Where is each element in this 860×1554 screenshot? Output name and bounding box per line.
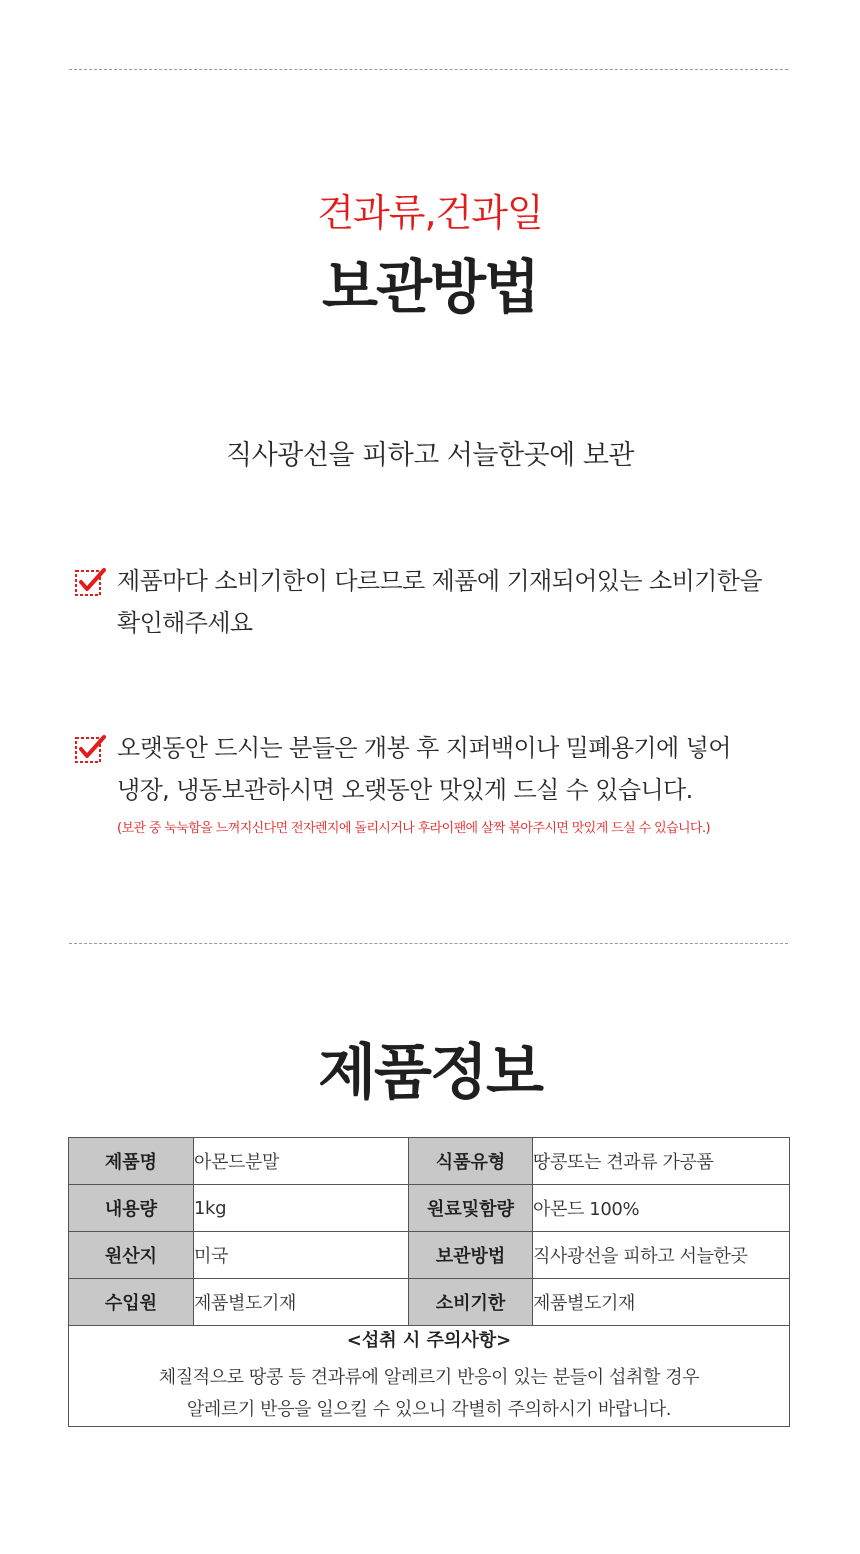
storage-subtitle: 견과류,건과일 xyxy=(317,191,543,235)
product-info-title: 제품정보 xyxy=(318,1038,542,1108)
label-storage: 보관방법 xyxy=(409,1232,533,1279)
value-storage: 직사광선을 피하고 서늘한곳 xyxy=(533,1232,790,1279)
storage-item-2-line-2: 냉장, 냉동보관하시면 오랫동안 맛있게 드실 수 있습니다. xyxy=(117,776,693,804)
product-info-table xyxy=(68,1137,790,1427)
caution-cell xyxy=(69,1326,790,1427)
label-importer: 수입원 xyxy=(69,1279,194,1326)
storage-title: 보관방법 xyxy=(321,253,539,321)
storage-note: (보관 중 눅눅함을 느껴지신다면 전자렌지에 돌리시거나 후라이팬에 살짝 볶아주시면 맛있게 드실 수 있습니다.) xyxy=(117,821,710,836)
table-row xyxy=(69,1185,790,1232)
value-net-weight: 1kg xyxy=(194,1185,409,1232)
caution-row xyxy=(69,1326,790,1427)
value-importer: 제품별도기재 xyxy=(194,1279,409,1326)
value-ingredients: 아몬드 100% xyxy=(533,1185,790,1232)
value-origin: 미국 xyxy=(194,1232,409,1279)
top-divider xyxy=(69,69,788,70)
checkbox-check-icon xyxy=(74,566,106,598)
table-row xyxy=(69,1279,790,1326)
label-ingredients: 원료및함량 xyxy=(409,1185,533,1232)
table-row xyxy=(69,1138,790,1185)
value-product-name: 아몬드분말 xyxy=(194,1138,409,1185)
storage-item-1-line-2: 확인해주세요 xyxy=(117,609,253,637)
middle-divider xyxy=(69,943,788,944)
label-net-weight: 내용량 xyxy=(69,1185,194,1232)
checkbox-check-icon xyxy=(74,733,106,765)
label-food-type: 식품유형 xyxy=(409,1138,533,1185)
caution-title: <섭취 시 주의사항> xyxy=(346,1330,512,1351)
storage-item-1-line-1: 제품마다 소비기한이 다르므로 제품에 기재되어있는 소비기한을 xyxy=(117,567,762,595)
value-expiry: 제품별도기재 xyxy=(533,1279,790,1326)
value-food-type: 땅콩또는 견과류 가공품 xyxy=(533,1138,790,1185)
caution-line-2: 알레르기 반응을 일으킬 수 있으니 각별히 주의하시기 바랍니다. xyxy=(186,1399,672,1420)
storage-lead: 직사광선을 피하고 서늘한곳에 보관 xyxy=(226,440,634,471)
label-origin: 원산지 xyxy=(69,1232,194,1279)
label-expiry: 소비기한 xyxy=(409,1279,533,1326)
caution-line-1: 체질적으로 땅콩 등 견과류에 알레르기 반응이 있는 분들이 섭취할 경우 xyxy=(158,1367,700,1388)
table-row xyxy=(69,1232,790,1279)
label-product-name: 제품명 xyxy=(69,1138,194,1185)
storage-item-2-line-1: 오랫동안 드시는 분들은 개봉 후 지퍼백이나 밀폐용기에 넣어 xyxy=(117,734,731,762)
